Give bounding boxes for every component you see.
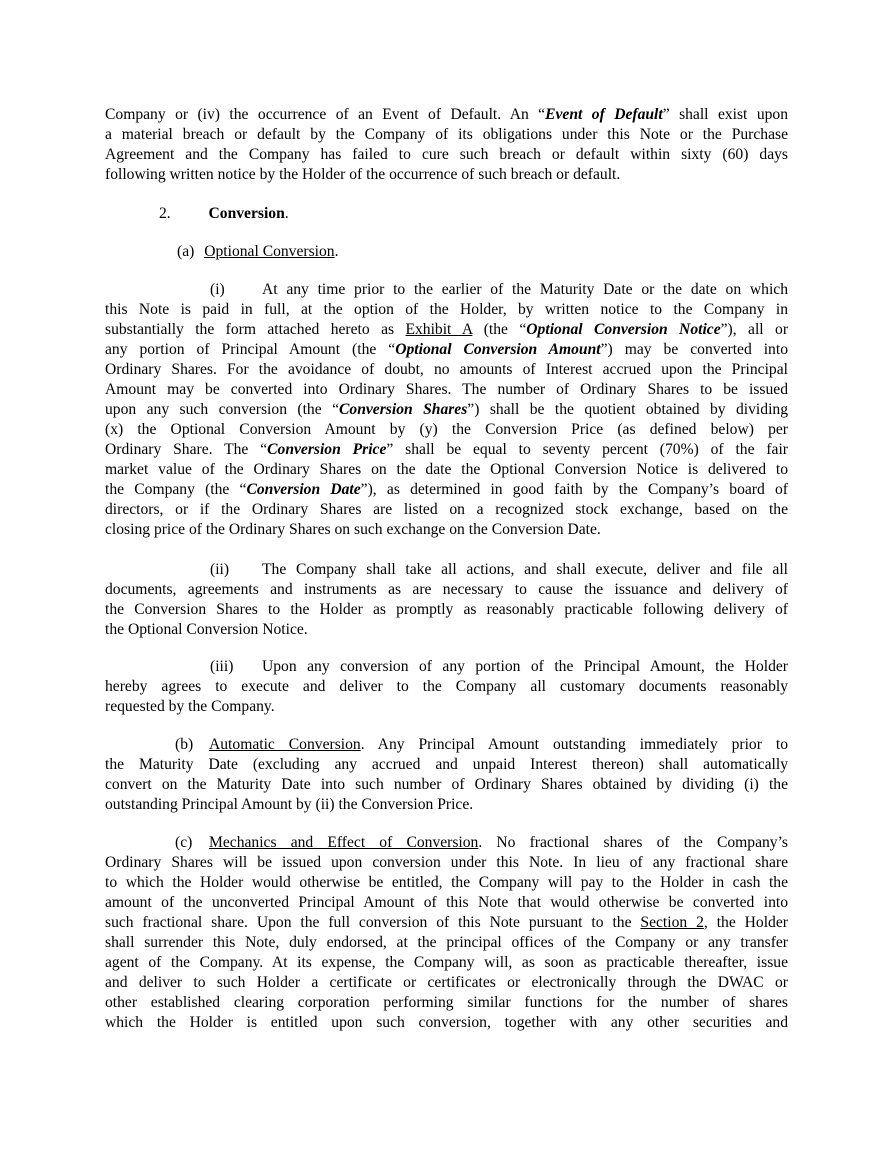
- text-run: Company or (iv) the occurrence of an Event of Default. An “: [105, 106, 546, 123]
- text-run: . No fractional shares of the Company’s: [478, 834, 788, 851]
- text-line: [105, 697, 788, 717]
- text-line: [105, 560, 788, 580]
- text-line: [105, 580, 788, 600]
- text-run: this Note is paid in full, at the option of the Holder, by written notice to the Company in: [105, 301, 788, 318]
- item-label: (ii): [210, 561, 230, 578]
- text-line: [105, 620, 788, 640]
- text-run: upon any such conversion (the “: [105, 401, 340, 418]
- text-run: (the “: [472, 321, 527, 338]
- text-run: Ordinary Shares will be issued upon conversion under this Note. In lieu of any fractional share: [105, 854, 788, 871]
- text-run: following written notice by the Holder of the occurrence of such breach or default.: [105, 166, 621, 183]
- text-run: (x) the Optional Conversion Amount by (y) the Conversion Price (as defined below) per: [105, 421, 788, 438]
- text-line: [105, 105, 788, 125]
- text-line: [105, 300, 788, 320]
- text-run: directors, or if the Ordinary Shares are listed on a recognized stock exchange, based on the: [105, 501, 788, 518]
- item-label: (c): [175, 834, 193, 851]
- defined-term: Optional Conversion Amount: [395, 341, 601, 358]
- text-run: which the Holder is entitled upon such conversion, together with any other securities and: [105, 1014, 788, 1031]
- text-run: ” shall be equal to seventy percent (70%) of the fair: [386, 441, 788, 458]
- text-run: ”), as determined in good faith by the Company’s board of: [360, 481, 788, 498]
- text-run: substantially the form attached hereto as: [105, 321, 406, 338]
- text-run: a material breach or default by the Company of its obligations under this Note or the Purchase: [105, 126, 788, 143]
- text-run: Agreement and the Company has failed to cure such breach or default within sixty (60) days: [105, 146, 788, 163]
- text-line: [105, 320, 788, 340]
- text-line: [105, 853, 788, 873]
- text-line: [105, 600, 788, 620]
- text-run: closing price of the Ordinary Shares on such exchange on the Conversion Date.: [105, 521, 601, 538]
- text-line: [105, 913, 788, 933]
- text-run: to which the Holder would otherwise be entitled, the Company will pay to the Holder in cash the: [105, 874, 788, 891]
- text-line: [105, 973, 788, 993]
- text-line: [105, 500, 788, 520]
- underlined-reference: Automatic Conversion: [209, 736, 361, 753]
- text-line: [105, 400, 788, 420]
- defined-term: Optional Conversion Notice: [526, 321, 721, 338]
- text-run: the Maturity Date (excluding any accrued and unpaid Interest thereon) shall automatically: [105, 756, 788, 773]
- text-run: other established clearing corporation performing similar functions for the number of shares: [105, 994, 788, 1011]
- subsection-title: Optional Conversion: [204, 243, 335, 260]
- subsection-label: (a): [177, 243, 195, 260]
- text-run: the Conversion Shares to the Holder as promptly as reasonably practicable following delivery of: [105, 601, 788, 618]
- underlined-reference: Mechanics and Effect of Conversion: [209, 834, 479, 851]
- defined-term: Conversion Shares: [339, 401, 468, 418]
- paragraph-i-optional-conversion: [105, 280, 788, 540]
- item-label: (i): [210, 281, 225, 298]
- section-title: Conversion: [208, 205, 285, 222]
- text-line: [105, 165, 788, 185]
- defined-term: Conversion Price: [267, 441, 387, 458]
- text-run: . Any Principal Amount outstanding immediately prior to: [360, 736, 789, 753]
- text-line: [105, 775, 788, 795]
- text-line: [105, 145, 788, 165]
- text-line: [105, 440, 788, 460]
- text-run: ”), all or: [720, 321, 789, 338]
- text-run: Ordinary Shares. For the avoidance of doubt, no amounts of Interest accrued upon the Principal: [105, 361, 788, 378]
- text-line: [105, 280, 788, 300]
- text-line: [105, 1013, 788, 1033]
- text-run: the Company (the “: [105, 481, 247, 498]
- item-label: (b): [175, 736, 194, 753]
- section-number: 2.: [159, 205, 171, 222]
- item-label: (iii): [210, 658, 234, 675]
- text-run: and deliver to such Holder a certificate or certificates or electronically through the DWAC or: [105, 974, 788, 991]
- text-run: the Optional Conversion Notice.: [105, 621, 308, 638]
- text-run: ” shall exist upon: [662, 106, 789, 123]
- subsection-a-heading: (a) Optional Conversion.: [177, 243, 339, 260]
- text-line: [105, 340, 788, 360]
- paragraph-event-of-default: [105, 105, 788, 185]
- defined-term: Event of Default: [545, 106, 663, 123]
- text-line: [105, 893, 788, 913]
- text-run: such fractional share. Upon the full conversion of this Note pursuant to the: [105, 914, 641, 931]
- text-run: The Company shall take all actions, and shall execute, deliver and file all: [262, 561, 788, 578]
- paragraph-iii: [105, 657, 788, 717]
- underlined-reference: Section 2: [640, 914, 704, 931]
- paragraph-c-mechanics: [105, 833, 788, 1033]
- text-line: [105, 380, 788, 400]
- paragraph-b-automatic-conversion: [105, 735, 788, 815]
- text-run: convert on the Maturity Date into such number of Ordinary Shares obtained by dividing (i) the: [105, 776, 788, 793]
- text-line: [105, 420, 788, 440]
- text-line: [105, 833, 788, 853]
- text-line: [105, 873, 788, 893]
- text-line: [105, 933, 788, 953]
- text-line: [105, 795, 788, 815]
- text-line: [105, 657, 788, 677]
- text-run: documents, agreements and instruments as are necessary to cause the issuance and delivery of: [105, 581, 788, 598]
- defined-term: Conversion Date: [246, 481, 361, 498]
- text-line: [105, 480, 788, 500]
- text-line: [105, 520, 788, 540]
- text-run: outstanding Principal Amount by (ii) the Conversion Price.: [105, 796, 474, 813]
- text-run: market value of the Ordinary Shares on the date the Optional Conversion Notice is delivered to: [105, 461, 788, 478]
- text-line: [105, 677, 788, 697]
- text-run: Ordinary Share. The “: [105, 441, 268, 458]
- text-line: [105, 460, 788, 480]
- text-run: amount of the unconverted Principal Amount of this Note that would otherwise be converted into: [105, 894, 788, 911]
- text-run: shall surrender this Note, duly endorsed, at the principal offices of the Company or any transfer: [105, 934, 788, 951]
- text-run: any portion of Principal Amount (the “: [105, 341, 396, 358]
- text-line: [105, 360, 788, 380]
- text-run: ”) may be converted into: [600, 341, 788, 358]
- text-line: [105, 735, 788, 755]
- text-run: ”) shall be the quotient obtained by dividing: [467, 401, 788, 418]
- text-run: Upon any conversion of any portion of the Principal Amount, the Holder: [262, 658, 788, 675]
- text-run: hereby agrees to execute and deliver to the Company all customary documents reasonably: [105, 678, 788, 695]
- section-2-heading: 2. Conversion.: [159, 205, 289, 222]
- text-run: requested by the Company.: [105, 698, 275, 715]
- text-line: [105, 953, 788, 973]
- text-line: [105, 993, 788, 1013]
- paragraph-ii: [105, 560, 788, 640]
- text-run: , the Holder: [703, 914, 788, 931]
- text-line: [105, 755, 788, 775]
- text-run: Amount may be converted into Ordinary Shares. The number of Ordinary Shares to be issued: [105, 381, 788, 398]
- text-run: agent of the Company. At its expense, the Company will, as soon as practicable thereafter, issue: [105, 954, 788, 971]
- text-line: [105, 125, 788, 145]
- underlined-reference: Exhibit A: [405, 321, 473, 338]
- text-run: At any time prior to the earlier of the Maturity Date or the date on which: [262, 281, 788, 298]
